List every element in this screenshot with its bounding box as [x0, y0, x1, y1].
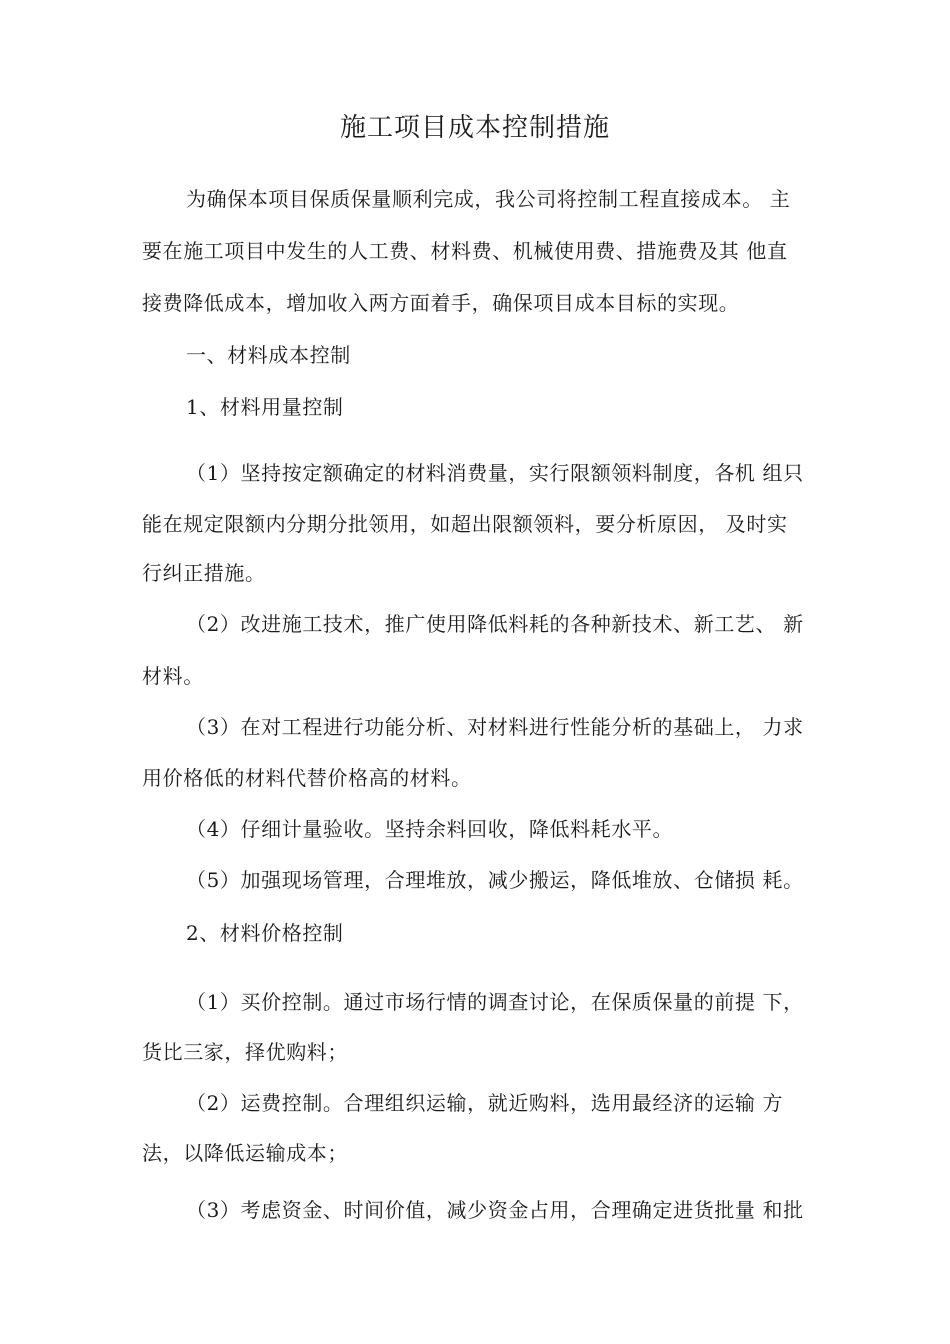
item-1-line-1: （1）坚持按定额确定的材料消费量，实行限额领料制度，各机 组只 [186, 461, 804, 485]
price-item-3-line-1: （3）考虑资金、时间价值，减少资金占用，合理确定进货批量 和批 [186, 1198, 804, 1222]
price-item-2-line-1: （2）运费控制。合理组织运输，就近购料，选用最经济的运输 方 [186, 1091, 784, 1115]
subsection-heading-material-price: 2、材料价格控制 [186, 921, 344, 945]
paragraph-intro-line-3: 接费降低成本，增加收入两方面着手，确保项目成本目标的实现。 [142, 291, 740, 315]
item-1-line-3: 行纠正措施。 [142, 561, 266, 585]
paragraph-intro-line-1: 为确保本项目保质保量顺利完成，我公司将控制工程直接成本。 主 [186, 187, 791, 211]
price-item-1-line-2: 货比三家，择优购料； [142, 1040, 348, 1064]
item-1-line-2: 能在规定限额内分期分批领用，如超出限额领料，要分析原因， 及时实 [142, 512, 788, 536]
item-3-line-1: （3）在对工程进行功能分析、对材料进行性能分析的基础上， 力求 [186, 715, 804, 739]
item-4-line-1: （4）仔细计量验收。坚持余料回收，降低料耗水平。 [186, 817, 674, 841]
price-item-1-line-1: （1）买价控制。通过市场行情的调查讨论，在保质保量的前提 下， [186, 990, 804, 1014]
section-heading-material-cost: 一、材料成本控制 [186, 343, 351, 367]
item-2-line-2: 材料。 [142, 664, 204, 688]
price-item-2-line-2: 法，以降低运输成本； [142, 1141, 348, 1165]
item-5-line-1: （5）加强现场管理，合理堆放，减少搬运，降低堆放、仓储损 耗。 [186, 868, 804, 892]
subsection-heading-material-usage: 1、材料用量控制 [186, 395, 344, 419]
page-title: 施工项目成本控制措施 [339, 113, 610, 143]
item-2-line-1: （2）改进施工技术，推广使用降低料耗的各种新技术、新工艺、 新 [186, 612, 804, 636]
paragraph-intro-line-2: 要在施工项目中发生的人工费、材料费、机械使用费、措施费及其 他直 [142, 239, 788, 263]
item-3-line-2: 用价格低的材料代替价格高的材料。 [142, 766, 472, 790]
